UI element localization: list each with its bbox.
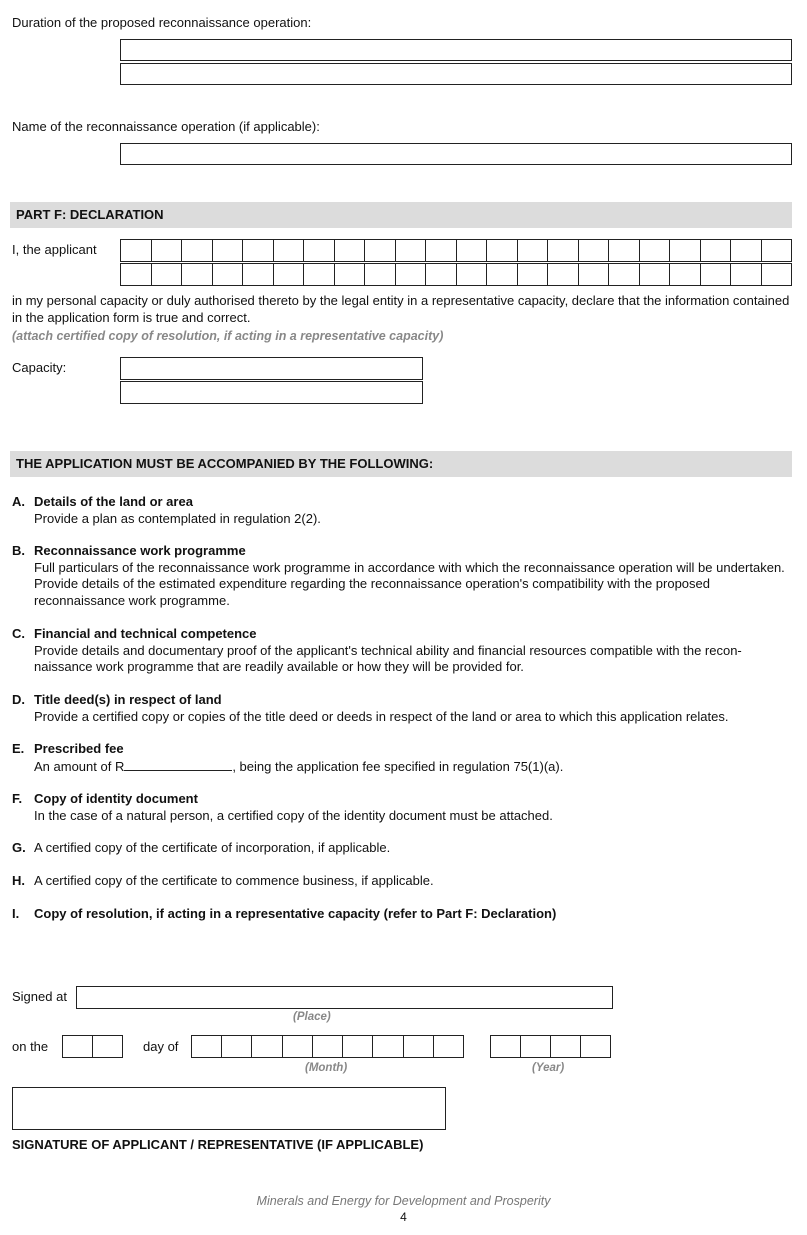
signature-label: SIGNATURE OF APPLICANT / REPRESENTATIVE (IF APPLICABLE) — [12, 1137, 424, 1152]
duration-field-1[interactable] — [120, 39, 792, 61]
char-cell[interactable] — [520, 1036, 550, 1057]
capacity-field-1[interactable] — [120, 357, 423, 380]
char-cell[interactable] — [282, 1036, 312, 1057]
char-cell[interactable] — [395, 264, 426, 285]
char-cell[interactable] — [312, 1036, 342, 1057]
char-cell[interactable] — [425, 264, 456, 285]
requirement-letter: A. — [12, 494, 25, 509]
signature-box[interactable] — [12, 1087, 446, 1130]
requirement-letter: F. — [12, 791, 23, 806]
char-cell[interactable] — [669, 264, 700, 285]
year-caption: (Year) — [532, 1062, 565, 1074]
day-of-label: day of — [143, 1039, 179, 1054]
char-cell[interactable] — [212, 264, 243, 285]
char-cell[interactable] — [761, 264, 792, 285]
requirement-title: Title deed(s) in respect of land — [34, 692, 222, 707]
char-cell[interactable] — [121, 240, 151, 261]
requirement-title: Financial and technical competence — [34, 626, 257, 641]
page-number: 4 — [400, 1210, 407, 1224]
applicant-name-cells-2[interactable] — [120, 263, 792, 286]
requirement-letter: H. — [12, 873, 25, 888]
footer-slogan: Minerals and Energy for Development and Prosperity — [256, 1194, 551, 1208]
requirement-text: A certified copy of the certificate of incorporation, if applicable. — [34, 840, 391, 855]
requirement-a — [12, 494, 792, 527]
char-cell[interactable] — [212, 240, 243, 261]
char-cell[interactable] — [334, 240, 365, 261]
char-cell[interactable] — [700, 264, 731, 285]
applicant-label: I, the applicant — [12, 242, 97, 257]
char-cell[interactable] — [151, 240, 182, 261]
fee-text-before: An amount of R — [34, 758, 125, 774]
char-cell[interactable] — [547, 264, 578, 285]
char-cell[interactable] — [92, 1036, 122, 1057]
char-cell[interactable] — [221, 1036, 251, 1057]
requirement-title: Copy of resolution, if acting in a representative capacity (refer to Part F: Declaration) — [34, 906, 557, 921]
capacity-label: Capacity: — [12, 360, 67, 375]
operation-name-field[interactable] — [120, 143, 792, 165]
char-cell[interactable] — [63, 1036, 92, 1057]
char-cell[interactable] — [550, 1036, 580, 1057]
declaration-text: in my personal capacity or duly authorised thereto by the legal entity in a representative capacity, declare that the information contained in the application form is true and correct. — [12, 293, 790, 325]
requirement-letter: I. — [12, 906, 20, 921]
duration-field-2[interactable] — [120, 63, 792, 85]
requirement-b — [12, 543, 792, 609]
requirement-title: Details of the land or area — [34, 494, 193, 509]
requirement-f — [12, 791, 792, 824]
place-field[interactable] — [76, 986, 613, 1009]
requirement-letter: B. — [12, 543, 25, 558]
char-cell[interactable] — [303, 264, 334, 285]
char-cell[interactable] — [433, 1036, 463, 1057]
char-cell[interactable] — [639, 240, 670, 261]
char-cell[interactable] — [578, 240, 609, 261]
requirement-letter: G. — [12, 840, 26, 855]
char-cell[interactable] — [372, 1036, 402, 1057]
char-cell[interactable] — [578, 264, 609, 285]
applicant-name-cells-1[interactable] — [120, 239, 792, 262]
char-cell[interactable] — [608, 240, 639, 261]
fee-text-after: , being the application fee specified in regulation 75(1)(a). — [232, 758, 564, 774]
char-cell[interactable] — [608, 264, 639, 285]
requirement-e — [12, 741, 792, 775]
char-cell[interactable] — [273, 240, 304, 261]
char-cell[interactable] — [342, 1036, 372, 1057]
char-cell[interactable] — [151, 264, 182, 285]
month-cells[interactable] — [191, 1035, 464, 1058]
requirement-title: Prescribed fee — [34, 741, 124, 756]
capacity-field-2[interactable] — [120, 381, 423, 404]
char-cell[interactable] — [761, 240, 792, 261]
char-cell[interactable] — [403, 1036, 433, 1057]
operation-name-label: Name of the reconnaissance operation (if applicable): — [12, 119, 320, 134]
char-cell[interactable] — [181, 240, 212, 261]
char-cell[interactable] — [456, 264, 487, 285]
char-cell[interactable] — [547, 240, 578, 261]
char-cell[interactable] — [242, 264, 273, 285]
requirement-text: A certified copy of the certificate to commence business, if applicable. — [34, 873, 434, 888]
requirement-text: Provide a certified copy or copies of the title deed or deeds in respect of the land or area to which this application relates. — [34, 708, 729, 724]
requirements-heading: THE APPLICATION MUST BE ACCOMPANIED BY THE FOLLOWING: — [10, 451, 792, 477]
fee-amount-blank[interactable] — [124, 758, 232, 771]
requirement-text — [34, 758, 792, 776]
year-cells[interactable] — [490, 1035, 611, 1058]
char-cell[interactable] — [517, 240, 548, 261]
requirement-i — [12, 906, 792, 923]
char-cell[interactable] — [121, 264, 151, 285]
requirement-title: Copy of identity document — [34, 791, 198, 806]
char-cell[interactable] — [486, 264, 517, 285]
part-f-heading: PART F: DECLARATION — [10, 202, 792, 228]
char-cell[interactable] — [181, 264, 212, 285]
place-caption: (Place) — [293, 1011, 331, 1023]
char-cell[interactable] — [517, 264, 548, 285]
char-cell[interactable] — [639, 264, 670, 285]
requirement-letter: C. — [12, 626, 25, 641]
char-cell[interactable] — [486, 240, 517, 261]
requirement-letter: E. — [12, 741, 25, 756]
day-cells[interactable] — [62, 1035, 123, 1058]
char-cell[interactable] — [669, 240, 700, 261]
char-cell[interactable] — [192, 1036, 221, 1057]
char-cell[interactable] — [395, 240, 426, 261]
char-cell[interactable] — [242, 240, 273, 261]
duration-label: Duration of the proposed reconnaissance operation: — [12, 15, 312, 30]
char-cell[interactable] — [425, 240, 456, 261]
char-cell[interactable] — [700, 240, 731, 261]
requirement-text: Provide a plan as contemplated in regulation 2(2). — [34, 510, 321, 526]
char-cell[interactable] — [730, 240, 761, 261]
char-cell[interactable] — [456, 240, 487, 261]
requirement-title: Reconnaissance work programme — [34, 543, 246, 558]
signed-at-label: Signed at — [12, 989, 67, 1004]
char-cell[interactable] — [364, 264, 395, 285]
char-cell[interactable] — [491, 1036, 520, 1057]
requirement-g — [12, 840, 792, 857]
char-cell[interactable] — [303, 240, 334, 261]
requirement-d — [12, 692, 792, 725]
requirement-c — [12, 626, 792, 676]
char-cell[interactable] — [730, 264, 761, 285]
requirement-h — [12, 873, 792, 890]
char-cell[interactable] — [334, 264, 365, 285]
char-cell[interactable] — [251, 1036, 281, 1057]
attach-note: (attach certified copy of resolution, if acting in a representative capacity) — [12, 329, 444, 343]
month-caption: (Month) — [305, 1062, 348, 1074]
requirement-text: In the case of a natural person, a certified copy of the identity document must be attached. — [34, 807, 553, 823]
requirement-text: Full particulars of the reconnaissance work programme in accordance with which the reconnaissance operation will be undertaken. Provide details of the estimated expenditure regarding the reconnaissance operation's compatibility with the proposed reconnaissance work programme. — [34, 559, 785, 608]
requirement-letter: D. — [12, 692, 25, 707]
char-cell[interactable] — [273, 264, 304, 285]
on-the-label: on the — [12, 1039, 49, 1054]
requirement-text: Provide details and documentary proof of the applicant's technical ability and financial resources compatible with the recon-naissance work programme that are readily available or how they will be provided for. — [34, 642, 742, 674]
char-cell[interactable] — [580, 1036, 610, 1057]
char-cell[interactable] — [364, 240, 395, 261]
